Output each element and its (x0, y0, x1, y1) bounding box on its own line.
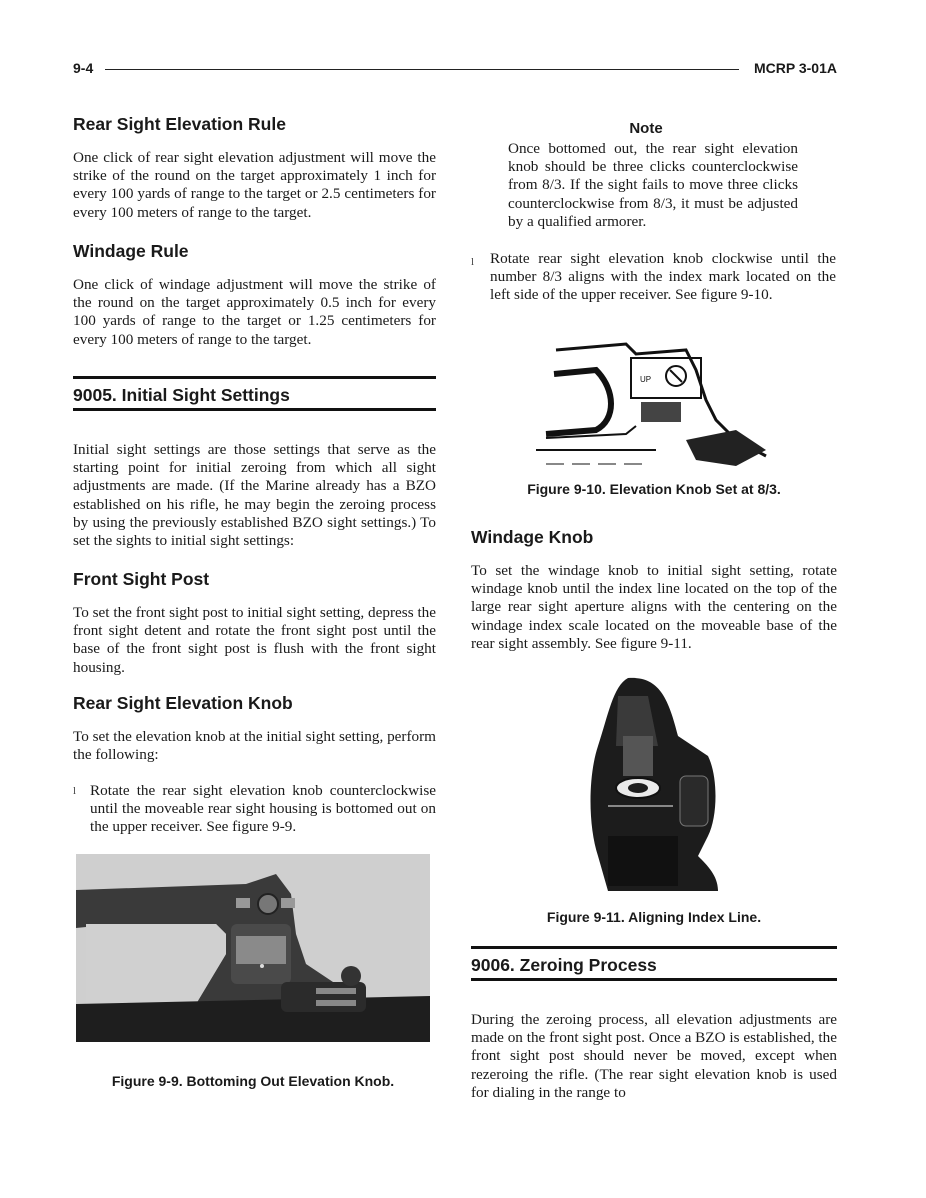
figure-9-9-photo (76, 854, 430, 1042)
page-number: 9-4 (73, 60, 94, 76)
bullet-item-rotate-counterclockwise: Rotate the rear sight elevation knob counterclockwise until the moveable rear sight housing is bottomed out on the upper receiver. See figure 9-9. (90, 782, 436, 836)
windage-aperture-drawing (578, 676, 722, 894)
heading-rear-sight-elevation-rule: Rear Sight Elevation Rule (73, 114, 286, 134)
heading-front-sight-post: Front Sight Post (73, 569, 210, 589)
paragraph-rear-sight-elevation-rule: One click of rear sight elevation adjustment will move the strike of the round on the target approximately 1 inch for every 100 yards of range to the target or 2.5 centimeters for every 100 meters of range to the target. (73, 149, 436, 221)
section-heading-9006 (471, 946, 837, 981)
heading-windage-knob: Windage Knob (471, 527, 594, 547)
paragraph-zeroing-process: During the zeroing process, all elevation adjustments are made on the front sight post. Once a BZO is established, the front sight post should never be moved, except when rezeroing the rifle. (The rear sight elevation knob is used for dialing in the range to (471, 1011, 837, 1101)
bullet-marker: l (471, 256, 475, 268)
bullet-marker: l (73, 785, 77, 797)
note-title: Note (629, 120, 663, 137)
paragraph-rear-sight-elevation-knob: To set the elevation knob at the initial sight setting, perform the following: (73, 728, 436, 764)
bullet-item-rotate-clockwise: Rotate rear sight elevation knob clockwise until the number 8/3 aligns with the index mark located on the left side of the upper receiver. See figure 9-10. (490, 250, 836, 304)
paragraph-windage-rule: One click of windage adjustment will move the strike of the round on the target approximately 0.5 inch for every 100 yards of range to the target or 1.25 centimeters for every 100 meters of range to the target. (73, 276, 436, 348)
figure-9-11-drawing (578, 676, 722, 894)
caption-figure-9-10: Figure 9-10. Elevation Knob Set at 8/3. (527, 481, 781, 497)
paragraph-initial-sight-settings: Initial sight settings are those settings that serve as the starting point for initial zeroing from which all sight adjustments are made. (If the Marine already has a BZO established on his rifle, he may begin the zeroing process by using the previously established BZO sight settings.) To set the sights to initial sight settings: (73, 441, 436, 550)
heading-rear-sight-elevation-knob: Rear Sight Elevation Knob (73, 693, 293, 713)
page-header (73, 60, 837, 82)
caption-figure-9-9: Figure 9-9. Bottoming Out Elevation Knob. (111, 1073, 395, 1089)
document-id: MCRP 3-01A (754, 60, 837, 76)
paragraph-front-sight-post: To set the front sight post to initial sight setting, depress the front sight detent and rotate the front sight post until the base of the front sight post is flush with the front sight housing. (73, 604, 436, 676)
figure-label-up: UP (640, 375, 652, 384)
section-title-9005: 9005. Initial Sight Settings (73, 385, 290, 405)
figure-9-10-drawing (536, 330, 772, 470)
heading-windage-rule: Windage Rule (73, 241, 189, 261)
caption-figure-9-11: Figure 9-11. Aligning Index Line. (546, 909, 762, 925)
section-title-9006: 9006. Zeroing Process (471, 955, 657, 975)
section-heading-9005 (73, 376, 436, 411)
paragraph-windage-knob: To set the windage knob to initial sight setting, rotate windage knob until the index line located on the top of the large rear sight aperture aligns with the centering on the windage index scale located on the moveable base of the rear sight assembly. See figure 9-11. (471, 562, 837, 652)
rifle-sight-photo-9-9 (76, 854, 430, 1042)
header-rule (105, 69, 739, 70)
note-text: Once bottomed out, the rear sight elevation knob should be three clicks counterclockwise from 8/3. If the sight fails to move three clicks counterclockwise from 8/3, it must be adjusted by a qualified armorer. (508, 140, 798, 230)
elevation-knob-drawing (536, 330, 772, 470)
